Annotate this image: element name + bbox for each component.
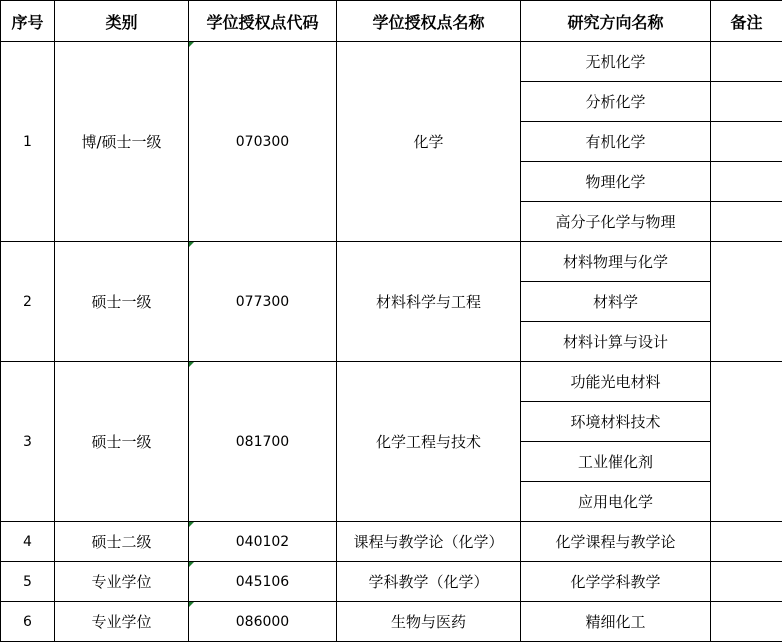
direction-cell: 环境材料技术 [521,402,711,442]
direction-cell: 精细化工 [521,602,711,642]
seq-cell: 4 [1,522,55,562]
table-row [1,522,782,562]
name-cell: 化学 [337,42,521,242]
table-row [1,42,782,82]
seq-cell: 2 [1,242,55,362]
error-indicator-icon [189,242,194,247]
seq-cell: 1 [1,42,55,242]
category-cell: 博/硕士一级 [55,42,189,242]
seq-cell: 6 [1,602,55,642]
header-code: 学位授权点代码 [189,1,337,42]
table-row [1,602,782,642]
code-cell [189,242,337,362]
header-direction: 研究方向名称 [521,1,711,42]
error-indicator-icon [189,522,194,527]
remark-cell [711,522,782,562]
error-indicator-icon [189,562,194,567]
remark-cell [711,242,782,362]
error-indicator-icon [189,362,194,367]
code-value: 086000 [236,614,289,630]
name-cell: 学科教学（化学） [337,562,521,602]
remark-cell [711,602,782,642]
name-cell: 生物与医药 [337,602,521,642]
remark-cell [711,122,782,162]
header-seq: 序号 [1,1,55,42]
error-indicator-icon [189,42,194,47]
category-cell: 硕士一级 [55,242,189,362]
direction-cell: 材料物理与化学 [521,242,711,282]
remark-cell [711,42,782,82]
table-row [1,562,782,602]
seq-cell: 3 [1,362,55,522]
header-name: 学位授权点名称 [337,1,521,42]
header-category: 类别 [55,1,189,42]
direction-cell: 物理化学 [521,162,711,202]
code-cell [189,602,337,642]
direction-cell: 高分子化学与物理 [521,202,711,242]
code-value: 045106 [236,574,289,590]
direction-cell: 功能光电材料 [521,362,711,402]
direction-cell: 材料计算与设计 [521,322,711,362]
remark-cell [711,82,782,122]
table-row [1,242,782,282]
direction-cell: 分析化学 [521,82,711,122]
remark-cell [711,362,782,522]
name-cell: 材料科学与工程 [337,242,521,362]
direction-cell: 无机化学 [521,42,711,82]
code-value: 070300 [236,134,289,150]
remark-cell [711,202,782,242]
remark-cell [711,562,782,602]
category-cell: 专业学位 [55,562,189,602]
header-remark: 备注 [711,1,782,42]
name-cell: 化学工程与技术 [337,362,521,522]
direction-cell: 材料学 [521,282,711,322]
code-value: 081700 [236,434,289,450]
code-value: 077300 [236,294,289,310]
direction-cell: 应用电化学 [521,482,711,522]
direction-cell: 化学学科教学 [521,562,711,602]
direction-cell: 工业催化剂 [521,442,711,482]
header-row [1,1,782,42]
name-cell: 课程与教学论（化学） [337,522,521,562]
seq-cell: 5 [1,562,55,602]
code-cell [189,522,337,562]
error-indicator-icon [189,602,194,607]
direction-cell: 有机化学 [521,122,711,162]
category-cell: 专业学位 [55,602,189,642]
code-cell [189,42,337,242]
category-cell: 硕士一级 [55,362,189,522]
code-cell [189,562,337,602]
table-row [1,362,782,402]
direction-cell: 化学课程与教学论 [521,522,711,562]
category-cell: 硕士二级 [55,522,189,562]
code-cell [189,362,337,522]
code-value: 040102 [236,534,289,550]
remark-cell [711,162,782,202]
